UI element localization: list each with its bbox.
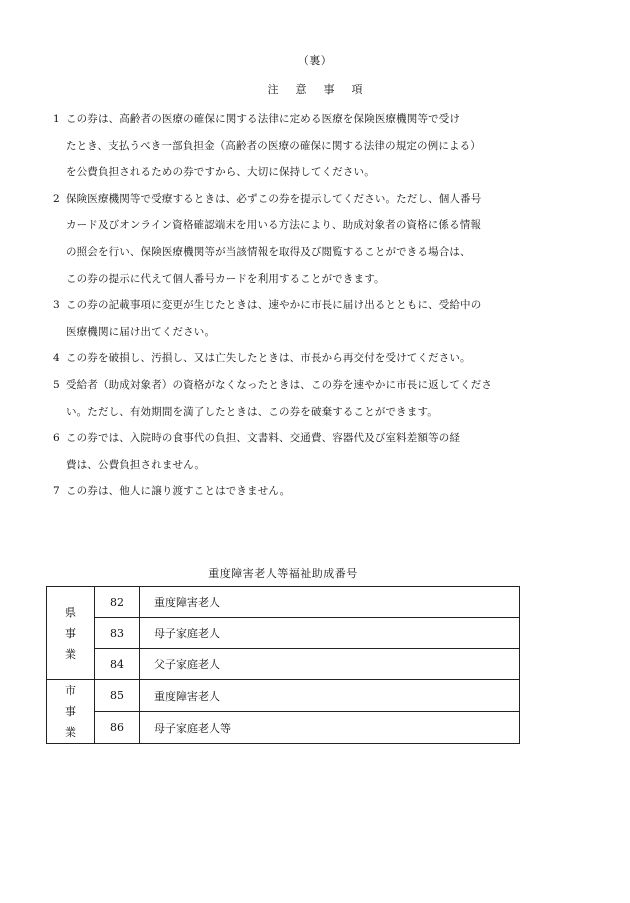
section-title: 注意事項 <box>267 83 380 96</box>
table-row <box>47 618 520 649</box>
note-number: 6 <box>53 432 60 445</box>
code-cell: 84 <box>95 649 140 680</box>
code-table-title: 重度障害老人等福祉助成番号 <box>208 567 358 580</box>
note-item <box>48 372 596 425</box>
category-cell: 母子家庭老人 <box>140 618 520 649</box>
group-label-char: 業 <box>65 726 76 739</box>
table-row <box>47 712 520 744</box>
note-number: 4 <box>53 352 60 365</box>
page-side-label: （裏） <box>297 54 333 67</box>
group-label-char: 市 <box>65 684 76 697</box>
note-line: を公費負担されるための券ですから、大切に保持してください。 <box>66 166 375 179</box>
note-item <box>48 292 596 345</box>
note-line: この券の記載事項に変更が生じたときは、速やかに市長に届け出るとともに、受給中の <box>66 299 482 312</box>
note-number: 1 <box>53 113 60 125</box>
note-line: 受給者（助成対象者）の資格がなくなったときは、この券を速やかに市長に返してくださ <box>66 378 492 391</box>
category-cell: 母子家庭老人等 <box>140 712 520 744</box>
note-line: この券を破損し、汚損し、又は亡失したときは、市長から再交付を受けてください。 <box>66 352 471 365</box>
category-cell: 重度障害老人 <box>140 587 520 618</box>
note-number: 3 <box>53 299 60 312</box>
note-line: カード及びオンライン資格確認端末を用いる方法により、助成対象者の資格に係る情報 <box>66 219 482 232</box>
table-row <box>47 680 520 712</box>
code-cell: 86 <box>95 712 140 744</box>
category-cell: 父子家庭老人 <box>140 649 520 680</box>
note-item <box>48 186 596 292</box>
note-line: この券は、他人に譲り渡すことはできません。 <box>66 485 291 498</box>
note-item <box>48 345 596 372</box>
group-label-char: 事 <box>65 626 76 640</box>
group-label-char: 事 <box>65 705 76 718</box>
group-label-char: 県 <box>65 605 76 619</box>
group-label-prefecture <box>47 587 95 680</box>
note-item <box>48 478 596 505</box>
note-line: い。ただし、有効期間を満了したときは、この券を破棄することができます。 <box>66 405 438 418</box>
note-number: 2 <box>53 192 60 205</box>
note-item <box>48 106 596 186</box>
note-line: この券は、高齢者の医療の確保に関する法律に定める医療を保険医療機関等で受け <box>66 113 461 125</box>
note-number: 7 <box>53 485 60 498</box>
note-line: この券では、入院時の食事代の負担、文書料、交通費、容器代及び室料差額等の経 <box>66 432 461 445</box>
group-label-city <box>47 680 95 744</box>
note-line: 医療機関に届け出てください。 <box>66 325 216 338</box>
group-label-char: 業 <box>65 647 76 661</box>
code-cell: 85 <box>95 680 140 712</box>
table-row <box>47 649 520 680</box>
code-cell: 82 <box>95 587 140 618</box>
note-line: この券の提示に代えて個人番号カードを利用することができます。 <box>66 272 385 285</box>
note-item <box>48 425 596 478</box>
note-number: 5 <box>53 378 60 391</box>
note-line: の照会を行い、保険医療機関等が当該情報を取得及び閲覧することができる場合は、 <box>66 245 471 258</box>
notes-list <box>48 106 596 505</box>
code-table <box>46 586 520 744</box>
table-row <box>47 587 520 618</box>
category-cell: 重度障害老人 <box>140 680 520 712</box>
code-cell: 83 <box>95 618 140 649</box>
note-line: 保険医療機関等で受療するときは、必ずこの券を提示してください。ただし、個人番号 <box>66 192 482 205</box>
note-line: 費は、公費負担されません。 <box>66 458 206 471</box>
note-line: たとき、支払うべき一部負担金（高齢者の医療の確保に関する法律の規定の例による） <box>66 139 481 152</box>
